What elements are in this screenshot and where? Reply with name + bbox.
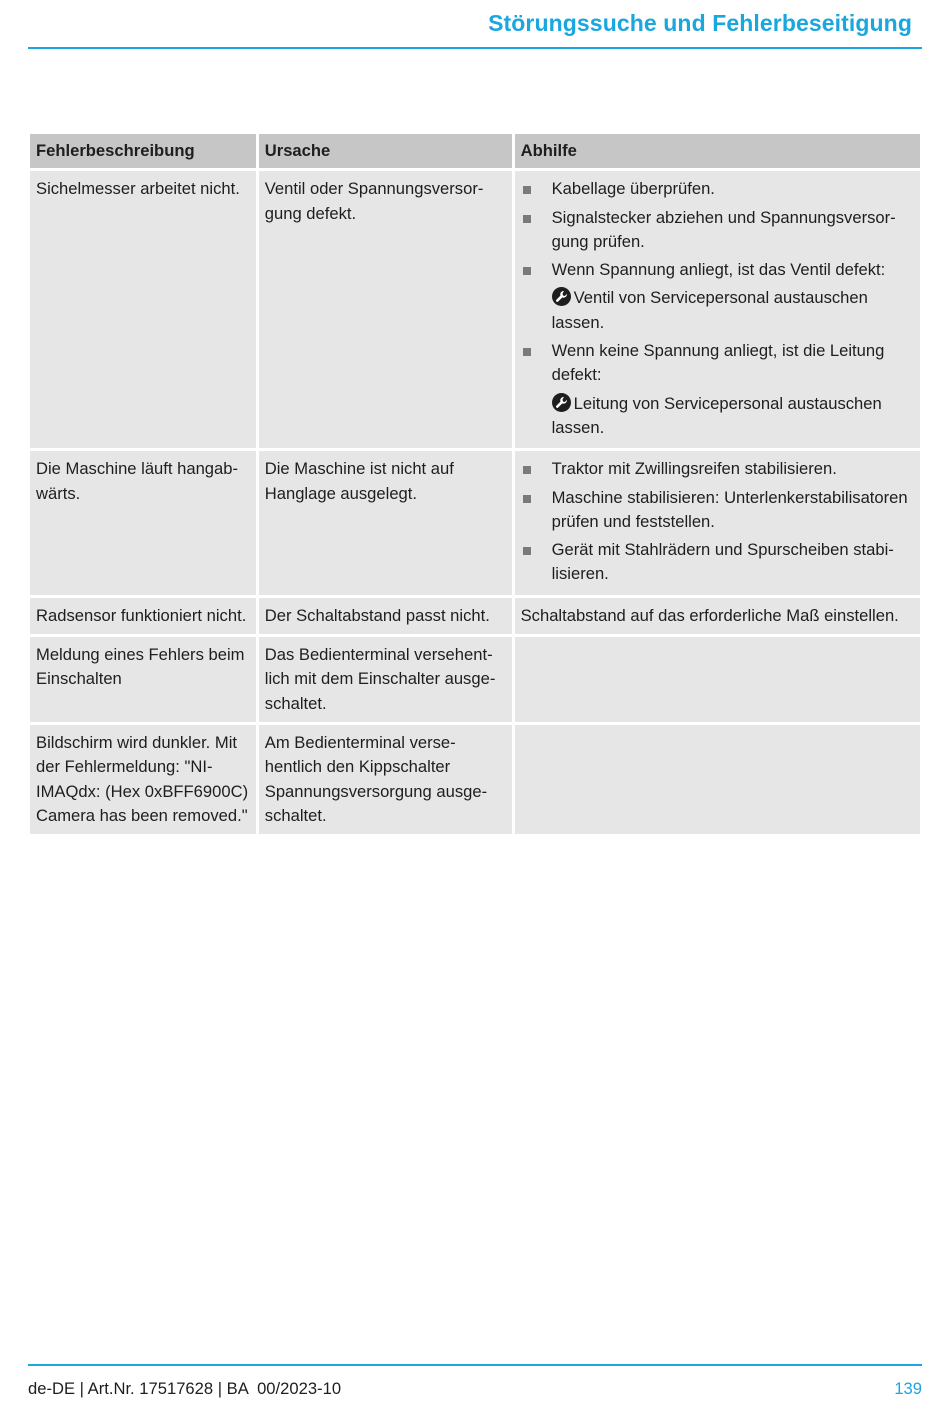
remedy-text: Maschine stabilisieren: Unterlenkerstabilisatoren prüfen und feststellen.	[551, 487, 908, 531]
service-note	[552, 392, 914, 441]
remedy-item	[521, 206, 914, 255]
remedy-list	[521, 457, 914, 586]
cause-cell: Am Bedienterminal versehentlich den Kippschalter Spannungsversorgung ausgeschaltet.	[259, 725, 512, 834]
cause-cell: Ventil oder Spannungsversorgung defekt.	[259, 171, 512, 448]
fault-cell: Meldung eines Fehlers beim Einschalten	[30, 637, 256, 722]
remedy-item	[521, 258, 914, 335]
remedy-list	[521, 177, 914, 440]
remedy-text: Kabellage überprüfen.	[551, 179, 715, 199]
square-bullet-icon	[523, 267, 531, 275]
remedy-item	[521, 457, 914, 481]
remedy-text: Wenn keine Spannung anliegt, ist die Leitung defekt:	[551, 341, 885, 385]
fault-cell: Radsensor funktioniert nicht.	[30, 598, 256, 634]
cause-cell: Der Schaltabstand passt nicht.	[259, 598, 512, 634]
wrench-icon	[552, 287, 571, 306]
fault-cell: Bildschirm wird dunkler. Mit der Fehlermeldung: "NI-IMAQdx: (Hex 0xBFF6900C) Camera has been removed."	[30, 725, 256, 834]
remedy-cell	[515, 725, 920, 834]
service-note-text: Ventil von Servicepersonal austauschen lassen.	[551, 288, 868, 332]
square-bullet-icon	[523, 186, 531, 194]
square-bullet-icon	[523, 495, 531, 503]
table-row	[30, 637, 920, 722]
footer-divider	[28, 1364, 922, 1366]
fault-cell: Die Maschine läuft hangabwärts.	[30, 451, 256, 594]
remedy-item	[521, 538, 914, 587]
header-divider	[28, 47, 922, 49]
square-bullet-icon	[523, 547, 531, 555]
remedy-text: Wenn Spannung anliegt, ist das Ventil defekt:	[551, 260, 886, 280]
footer-doc-info: de-DE | Art.Nr. 17517628 | BA 00/2023-10	[28, 1379, 342, 1398]
service-note	[552, 286, 914, 335]
remedy-item	[521, 339, 914, 440]
column-header-cause: Ursache	[259, 134, 512, 168]
troubleshooting-table	[27, 131, 923, 837]
service-note-text: Leitung von Servicepersonal austauschen lassen.	[551, 393, 882, 437]
cause-cell: Das Bedienterminal versehentlich mit dem Einschalter ausgeschaltet.	[259, 637, 512, 722]
remedy-text: Traktor mit Zwillingsreifen stabilisieren.	[551, 459, 837, 479]
remedy-cell	[515, 171, 920, 448]
remedy-text: Signalstecker abziehen und Spannungsversorgung prüfen.	[551, 207, 896, 251]
page-header-title: Störungssuche und Fehlerbeseitigung	[488, 10, 912, 36]
remedy-cell: Schaltabstand auf das erforderliche Maß einstellen.	[515, 598, 920, 634]
table-row	[30, 598, 920, 634]
remedy-text: Gerät mit Stahlrädern und Spurscheiben stabilisieren.	[551, 540, 894, 584]
square-bullet-icon	[523, 466, 531, 474]
square-bullet-icon	[523, 348, 531, 356]
remedy-item	[521, 486, 914, 535]
column-header-fault: Fehlerbeschreibung	[30, 134, 256, 168]
square-bullet-icon	[523, 215, 531, 223]
cause-cell: Die Maschine ist nicht auf Hanglage ausgelegt.	[259, 451, 512, 594]
table-row	[30, 451, 920, 594]
column-header-remedy: Abhilfe	[515, 134, 920, 168]
wrench-icon	[552, 393, 571, 412]
page-number: 139	[894, 1379, 922, 1398]
fault-cell: Sichelmesser arbeitet nicht.	[30, 171, 256, 448]
remedy-item	[521, 177, 914, 201]
remedy-cell	[515, 637, 920, 722]
remedy-cell	[515, 451, 920, 594]
table-header-row	[30, 134, 920, 168]
table-row	[30, 725, 920, 834]
table-row	[30, 171, 920, 448]
